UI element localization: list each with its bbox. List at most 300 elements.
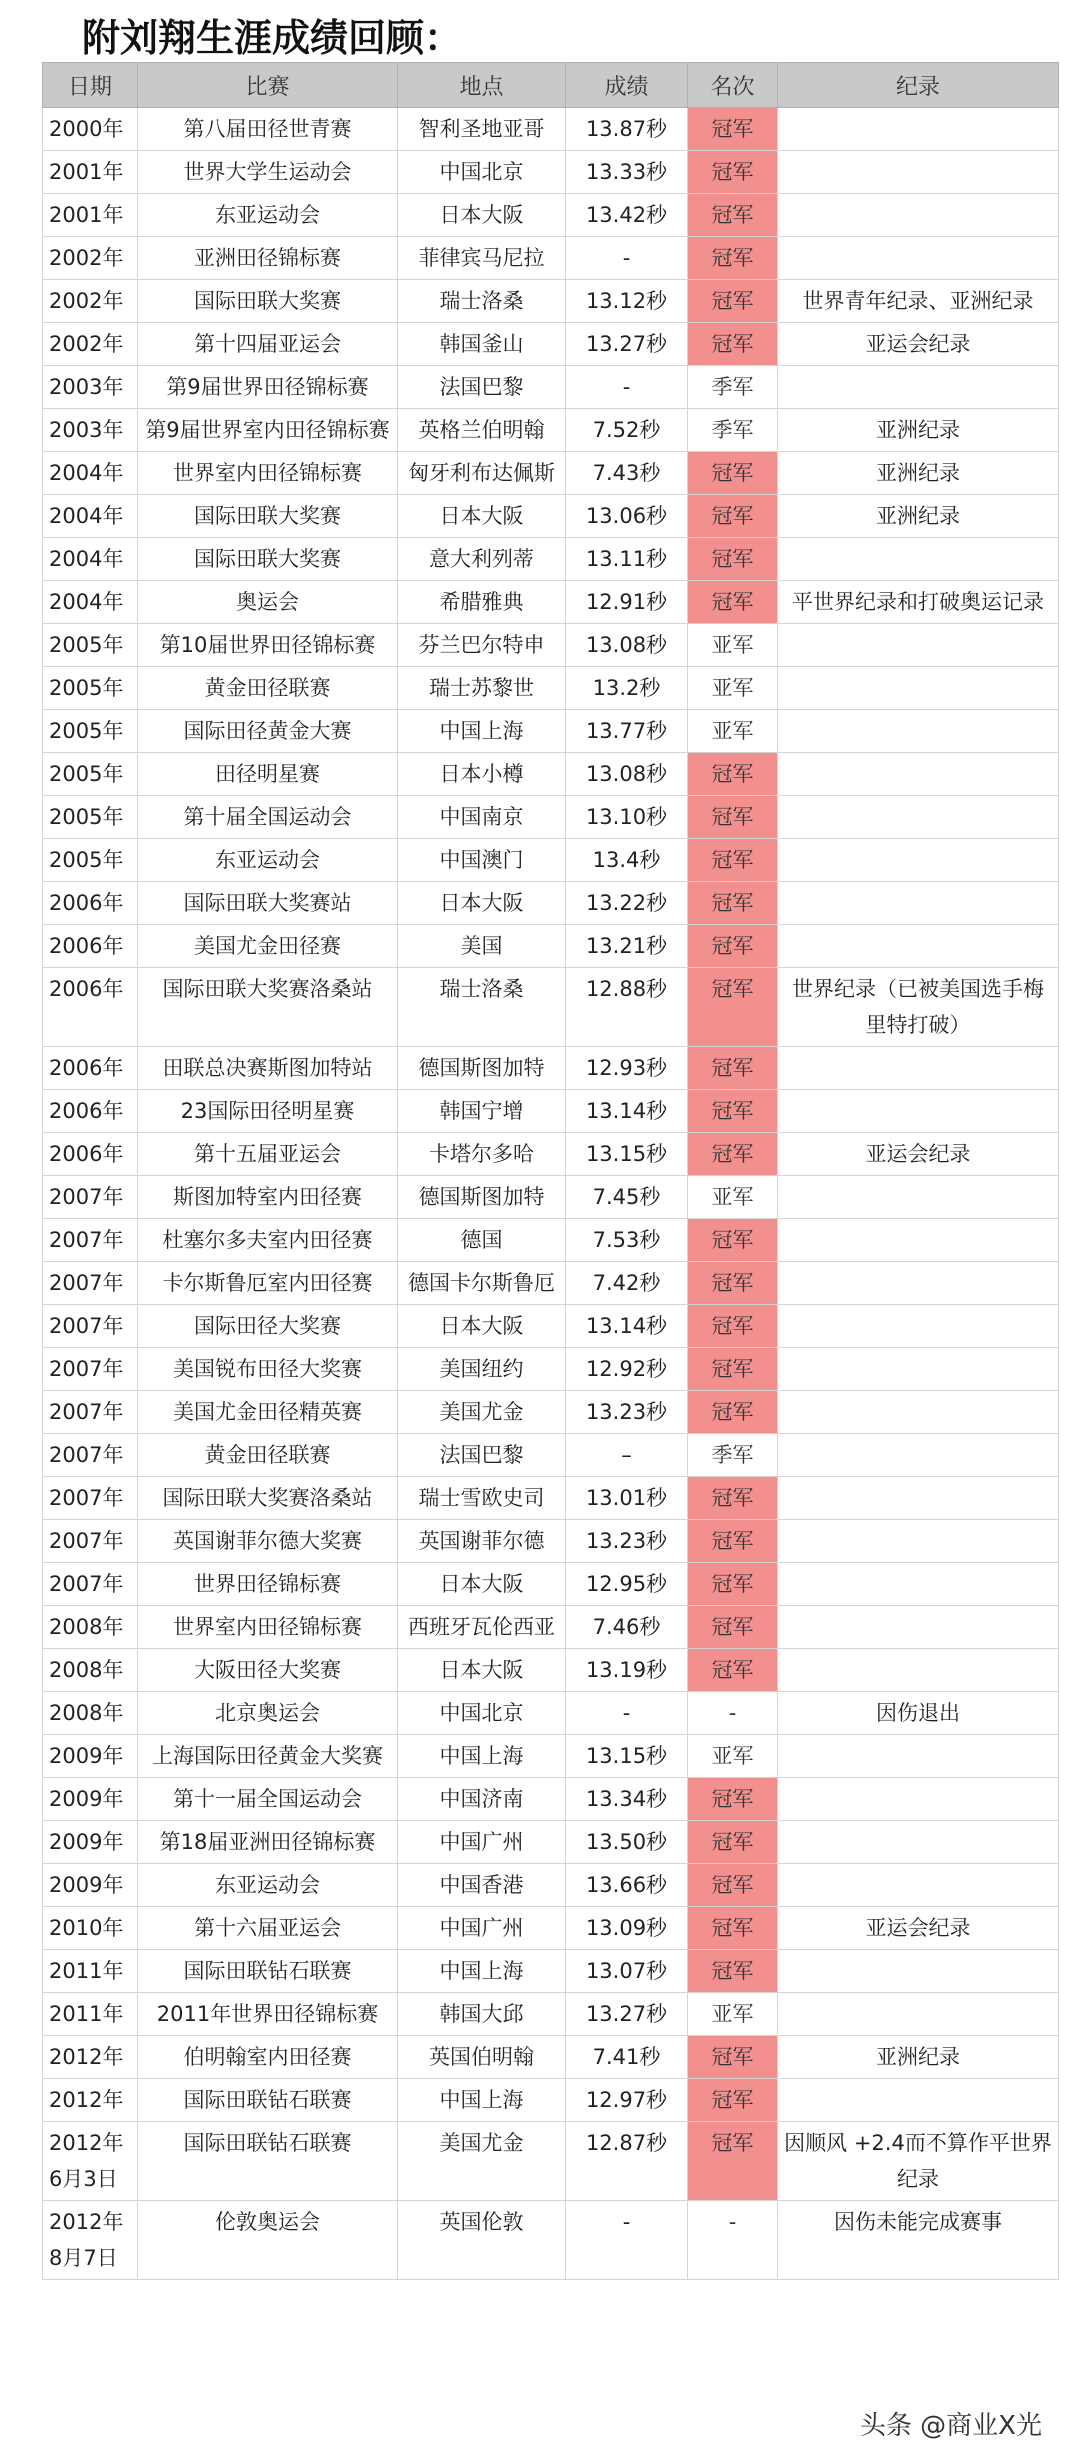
cell-location: 日本大阪 <box>398 1305 566 1348</box>
cell-date: 2006年 <box>43 925 138 968</box>
cell-record <box>778 710 1059 753</box>
cell-date: 2006年 <box>43 1047 138 1090</box>
cell-event: 美国尤金田径赛 <box>138 925 398 968</box>
cell-result: 7.41秒 <box>566 2036 688 2079</box>
table-row <box>43 495 1059 538</box>
cell-record: 亚洲纪录 <box>778 409 1059 452</box>
cell-location: 日本大阪 <box>398 194 566 237</box>
cell-rank: 亚军 <box>688 1735 778 1778</box>
cell-rank: 冠军 <box>688 194 778 237</box>
cell-event: 国际田联大奖赛 <box>138 495 398 538</box>
cell-rank: - <box>688 2201 778 2280</box>
table-row <box>43 409 1059 452</box>
cell-record <box>778 151 1059 194</box>
cell-location: 智利圣地亚哥 <box>398 108 566 151</box>
cell-rank: 冠军 <box>688 925 778 968</box>
cell-record <box>778 1606 1059 1649</box>
cell-event: 国际田联钻石联赛 <box>138 1950 398 1993</box>
cell-date: 2010年 <box>43 1907 138 1950</box>
cell-result: - <box>566 1692 688 1735</box>
cell-location: 中国上海 <box>398 1950 566 1993</box>
cell-location: 法国巴黎 <box>398 1434 566 1477</box>
cell-result: 7.46秒 <box>566 1606 688 1649</box>
table-row <box>43 2122 1059 2201</box>
cell-rank: 冠军 <box>688 1133 778 1176</box>
cell-record: 因伤未能完成赛事 <box>778 2201 1059 2280</box>
cell-record <box>778 1950 1059 1993</box>
cell-event: 国际田联钻石联赛 <box>138 2122 398 2201</box>
cell-location: 韩国釜山 <box>398 323 566 366</box>
cell-date: 2009年 <box>43 1735 138 1778</box>
cell-record <box>778 1778 1059 1821</box>
cell-result: 13.42秒 <box>566 194 688 237</box>
cell-rank: 冠军 <box>688 1262 778 1305</box>
table-row <box>43 1133 1059 1176</box>
table-row <box>43 1606 1059 1649</box>
table-row <box>43 1864 1059 1907</box>
cell-rank: 季军 <box>688 366 778 409</box>
cell-location: 瑞士洛桑 <box>398 280 566 323</box>
cell-location: 中国广州 <box>398 1821 566 1864</box>
cell-date: 2012年 <box>43 2079 138 2122</box>
cell-event: 第9届世界田径锦标赛 <box>138 366 398 409</box>
table-row <box>43 753 1059 796</box>
table-row <box>43 194 1059 237</box>
cell-date: 2006年 <box>43 1090 138 1133</box>
cell-result: 7.43秒 <box>566 452 688 495</box>
cell-record <box>778 1864 1059 1907</box>
cell-rank: 冠军 <box>688 452 778 495</box>
cell-event: 国际田联大奖赛站 <box>138 882 398 925</box>
cell-date: 2007年 <box>43 1434 138 1477</box>
cell-date: 2003年 <box>43 366 138 409</box>
cell-record: 因顺风 +2.4而不算作平世界纪录 <box>778 2122 1059 2201</box>
cell-record <box>778 1821 1059 1864</box>
watermark: 头条 @商业X光 <box>852 2401 1050 2446</box>
cell-rank: 冠军 <box>688 237 778 280</box>
cell-event: 国际田联大奖赛洛桑站 <box>138 968 398 1047</box>
cell-result: 7.53秒 <box>566 1219 688 1262</box>
cell-record: 亚运会纪录 <box>778 1133 1059 1176</box>
cell-date: 2012年8月7日 <box>43 2201 138 2280</box>
cell-rank: 冠军 <box>688 753 778 796</box>
cell-record <box>778 538 1059 581</box>
cell-result: 13.27秒 <box>566 323 688 366</box>
cell-result: 12.93秒 <box>566 1047 688 1090</box>
cell-date: 2001年 <box>43 151 138 194</box>
cell-location: 中国济南 <box>398 1778 566 1821</box>
cell-event: 东亚运动会 <box>138 1864 398 1907</box>
cell-rank: 亚军 <box>688 624 778 667</box>
cell-event: 上海国际田径黄金大奖赛 <box>138 1735 398 1778</box>
cell-result: 12.91秒 <box>566 581 688 624</box>
cell-record: 平世界纪录和打破奥运记录 <box>778 581 1059 624</box>
cell-date: 2007年 <box>43 1477 138 1520</box>
cell-location: 中国上海 <box>398 710 566 753</box>
cell-record <box>778 366 1059 409</box>
cell-location: 中国上海 <box>398 1735 566 1778</box>
table-row <box>43 323 1059 366</box>
cell-date: 2002年 <box>43 280 138 323</box>
cell-date: 2007年 <box>43 1391 138 1434</box>
cell-rank: 冠军 <box>688 1219 778 1262</box>
cell-location: 英国伯明翰 <box>398 2036 566 2079</box>
cell-rank: 冠军 <box>688 151 778 194</box>
cell-result: 13.87秒 <box>566 108 688 151</box>
cell-location: 日本大阪 <box>398 1563 566 1606</box>
cell-event: 英国谢菲尔德大奖赛 <box>138 1520 398 1563</box>
cell-date: 2005年 <box>43 839 138 882</box>
cell-date: 2006年 <box>43 882 138 925</box>
cell-record <box>778 1563 1059 1606</box>
cell-event: 黄金田径联赛 <box>138 1434 398 1477</box>
cell-event: 美国尤金田径精英赛 <box>138 1391 398 1434</box>
cell-rank: 冠军 <box>688 1606 778 1649</box>
cell-record <box>778 1047 1059 1090</box>
cell-event: 第十届全国运动会 <box>138 796 398 839</box>
header-result: 成绩 <box>566 63 688 108</box>
cell-record <box>778 1219 1059 1262</box>
cell-date: 2011年 <box>43 1950 138 1993</box>
cell-event: 东亚运动会 <box>138 839 398 882</box>
cell-event: 第十一届全国运动会 <box>138 1778 398 1821</box>
cell-record <box>778 753 1059 796</box>
cell-location: 法国巴黎 <box>398 366 566 409</box>
cell-record: 世界青年纪录、亚洲纪录 <box>778 280 1059 323</box>
cell-event: 田联总决赛斯图加特站 <box>138 1047 398 1090</box>
cell-result: 13.14秒 <box>566 1305 688 1348</box>
table-row <box>43 280 1059 323</box>
cell-record <box>778 237 1059 280</box>
cell-record: 亚运会纪录 <box>778 323 1059 366</box>
cell-location: 瑞士洛桑 <box>398 968 566 1047</box>
cell-event: 国际田径黄金大赛 <box>138 710 398 753</box>
cell-record <box>778 1477 1059 1520</box>
cell-rank: 冠军 <box>688 538 778 581</box>
cell-result: 13.19秒 <box>566 1649 688 1692</box>
cell-event: 世界室内田径锦标赛 <box>138 1606 398 1649</box>
cell-rank: 冠军 <box>688 280 778 323</box>
cell-location: 日本小樽 <box>398 753 566 796</box>
cell-location: 英格兰伯明翰 <box>398 409 566 452</box>
cell-date: 2009年 <box>43 1821 138 1864</box>
table-row <box>43 237 1059 280</box>
cell-rank: 冠军 <box>688 108 778 151</box>
cell-event: 第十四届亚运会 <box>138 323 398 366</box>
cell-date: 2007年 <box>43 1520 138 1563</box>
header-location: 地点 <box>398 63 566 108</box>
cell-record <box>778 1735 1059 1778</box>
cell-event: 世界大学生运动会 <box>138 151 398 194</box>
cell-date: 2002年 <box>43 237 138 280</box>
cell-record <box>778 796 1059 839</box>
cell-result: 13.2秒 <box>566 667 688 710</box>
cell-result: 13.77秒 <box>566 710 688 753</box>
table-row <box>43 1692 1059 1735</box>
cell-location: 韩国大邱 <box>398 1993 566 2036</box>
cell-rank: 冠军 <box>688 495 778 538</box>
cell-event: 国际田联钻石联赛 <box>138 2079 398 2122</box>
cell-date: 2005年 <box>43 624 138 667</box>
cell-rank: 冠军 <box>688 1563 778 1606</box>
table-row <box>43 581 1059 624</box>
table-row <box>43 796 1059 839</box>
cell-rank: 冠军 <box>688 1520 778 1563</box>
table-row <box>43 2079 1059 2122</box>
cell-date: 2009年 <box>43 1864 138 1907</box>
cell-rank: 冠军 <box>688 1090 778 1133</box>
cell-result: 13.15秒 <box>566 1133 688 1176</box>
table-row <box>43 2036 1059 2079</box>
cell-event: 卡尔斯鲁厄室内田径赛 <box>138 1262 398 1305</box>
header-record: 纪录 <box>778 63 1059 108</box>
cell-rank: 冠军 <box>688 1477 778 1520</box>
cell-record: 亚洲纪录 <box>778 452 1059 495</box>
header-event: 比赛 <box>138 63 398 108</box>
table-row <box>43 925 1059 968</box>
cell-result: 13.11秒 <box>566 538 688 581</box>
cell-date: 2005年 <box>43 796 138 839</box>
cell-date: 2012年6月3日 <box>43 2122 138 2201</box>
cell-record <box>778 1434 1059 1477</box>
cell-event: 第八届田径世青赛 <box>138 108 398 151</box>
cell-location: 英国谢菲尔德 <box>398 1520 566 1563</box>
header-date: 日期 <box>43 63 138 108</box>
cell-location: 中国南京 <box>398 796 566 839</box>
cell-date: 2011年 <box>43 1993 138 2036</box>
cell-location: 美国尤金 <box>398 1391 566 1434</box>
cell-rank: 冠军 <box>688 882 778 925</box>
cell-location: 德国卡尔斯鲁厄 <box>398 1262 566 1305</box>
cell-event: 国际田联大奖赛 <box>138 538 398 581</box>
cell-location: 日本大阪 <box>398 882 566 925</box>
cell-date: 2004年 <box>43 495 138 538</box>
cell-result: 13.12秒 <box>566 280 688 323</box>
cell-rank: 冠军 <box>688 1305 778 1348</box>
table-row <box>43 2201 1059 2280</box>
cell-event: 世界田径锦标赛 <box>138 1563 398 1606</box>
cell-result: 7.52秒 <box>566 409 688 452</box>
cell-result: 7.42秒 <box>566 1262 688 1305</box>
cell-date: 2008年 <box>43 1692 138 1735</box>
cell-result: 13.07秒 <box>566 1950 688 1993</box>
cell-date: 2005年 <box>43 667 138 710</box>
cell-date: 2004年 <box>43 581 138 624</box>
cell-result: – <box>566 1434 688 1477</box>
cell-record: 亚运会纪录 <box>778 1907 1059 1950</box>
cell-event: 奥运会 <box>138 581 398 624</box>
cell-date: 2005年 <box>43 753 138 796</box>
cell-record <box>778 1090 1059 1133</box>
cell-result: 13.66秒 <box>566 1864 688 1907</box>
cell-result: 13.50秒 <box>566 1821 688 1864</box>
table-row <box>43 1950 1059 1993</box>
cell-result: 12.95秒 <box>566 1563 688 1606</box>
cell-record <box>778 1305 1059 1348</box>
table-row <box>43 1305 1059 1348</box>
cell-location: 日本大阪 <box>398 1649 566 1692</box>
cell-event: 2011年世界田径锦标赛 <box>138 1993 398 2036</box>
cell-result: 13.14秒 <box>566 1090 688 1133</box>
cell-location: 卡塔尔多哈 <box>398 1133 566 1176</box>
cell-location: 芬兰巴尔特申 <box>398 624 566 667</box>
cell-location: 中国澳门 <box>398 839 566 882</box>
cell-result: 12.97秒 <box>566 2079 688 2122</box>
cell-result: 12.88秒 <box>566 968 688 1047</box>
cell-result: 13.34秒 <box>566 1778 688 1821</box>
cell-event: 亚洲田径锦标赛 <box>138 237 398 280</box>
cell-rank: 亚军 <box>688 710 778 753</box>
header-rank: 名次 <box>688 63 778 108</box>
cell-record <box>778 667 1059 710</box>
cell-rank: - <box>688 1692 778 1735</box>
cell-record <box>778 108 1059 151</box>
table-row <box>43 1176 1059 1219</box>
table-row <box>43 710 1059 753</box>
cell-result: - <box>566 2201 688 2280</box>
cell-rank: 冠军 <box>688 2036 778 2079</box>
cell-date: 2001年 <box>43 194 138 237</box>
cell-location: 德国斯图加特 <box>398 1047 566 1090</box>
cell-location: 中国北京 <box>398 1692 566 1735</box>
table-row <box>43 1778 1059 1821</box>
cell-location: 美国纽约 <box>398 1348 566 1391</box>
cell-result: 7.45秒 <box>566 1176 688 1219</box>
table-row <box>43 1348 1059 1391</box>
cell-date: 2006年 <box>43 1133 138 1176</box>
cell-record <box>778 1649 1059 1692</box>
cell-date: 2007年 <box>43 1176 138 1219</box>
cell-event: 伦敦奥运会 <box>138 2201 398 2280</box>
cell-rank: 冠军 <box>688 323 778 366</box>
cell-event: 东亚运动会 <box>138 194 398 237</box>
cell-rank: 冠军 <box>688 1821 778 1864</box>
cell-record <box>778 1391 1059 1434</box>
page-title: 附刘翔生涯成绩回顾： <box>82 16 463 60</box>
cell-record <box>778 194 1059 237</box>
cell-rank: 亚军 <box>688 1993 778 2036</box>
cell-location: 瑞士雪欧史司 <box>398 1477 566 1520</box>
cell-location: 菲律宾马尼拉 <box>398 237 566 280</box>
cell-date: 2007年 <box>43 1305 138 1348</box>
cell-record: 亚洲纪录 <box>778 495 1059 538</box>
table-row <box>43 1520 1059 1563</box>
cell-location: 匈牙利布达佩斯 <box>398 452 566 495</box>
cell-event: 第9届世界室内田径锦标赛 <box>138 409 398 452</box>
cell-result: 13.22秒 <box>566 882 688 925</box>
cell-event: 国际田联大奖赛 <box>138 280 398 323</box>
cell-date: 2002年 <box>43 323 138 366</box>
cell-rank: 冠军 <box>688 2122 778 2201</box>
cell-result: 13.33秒 <box>566 151 688 194</box>
cell-location: 中国上海 <box>398 2079 566 2122</box>
table-row <box>43 968 1059 1047</box>
cell-location: 德国 <box>398 1219 566 1262</box>
cell-rank: 冠军 <box>688 1047 778 1090</box>
cell-event: 田径明星赛 <box>138 753 398 796</box>
cell-rank: 亚军 <box>688 1176 778 1219</box>
cell-record <box>778 925 1059 968</box>
table-row <box>43 1907 1059 1950</box>
cell-event: 世界室内田径锦标赛 <box>138 452 398 495</box>
cell-result: - <box>566 366 688 409</box>
cell-location: 英国伦敦 <box>398 2201 566 2280</box>
cell-location: 中国北京 <box>398 151 566 194</box>
table-row <box>43 1821 1059 1864</box>
cell-location: 德国斯图加特 <box>398 1176 566 1219</box>
table-row <box>43 1391 1059 1434</box>
table-row <box>43 1047 1059 1090</box>
cell-result: 13.08秒 <box>566 624 688 667</box>
cell-date: 2009年 <box>43 1778 138 1821</box>
cell-date: 2007年 <box>43 1262 138 1305</box>
cell-record <box>778 1262 1059 1305</box>
cell-record <box>778 1993 1059 2036</box>
cell-location: 韩国宁增 <box>398 1090 566 1133</box>
cell-location: 瑞士苏黎世 <box>398 667 566 710</box>
cell-rank: 冠军 <box>688 796 778 839</box>
cell-result: 13.23秒 <box>566 1391 688 1434</box>
cell-event: 斯图加特室内田径赛 <box>138 1176 398 1219</box>
cell-rank: 冠军 <box>688 968 778 1047</box>
cell-record: 世界纪录（已被美国选手梅里特打破） <box>778 968 1059 1047</box>
cell-record <box>778 624 1059 667</box>
cell-rank: 亚军 <box>688 667 778 710</box>
cell-event: 第10届世界田径锦标赛 <box>138 624 398 667</box>
cell-date: 2004年 <box>43 538 138 581</box>
cell-location: 希腊雅典 <box>398 581 566 624</box>
cell-record: 因伤退出 <box>778 1692 1059 1735</box>
cell-location: 美国 <box>398 925 566 968</box>
cell-event: 第十五届亚运会 <box>138 1133 398 1176</box>
cell-rank: 冠军 <box>688 2079 778 2122</box>
cell-result: 13.06秒 <box>566 495 688 538</box>
cell-event: 国际田联大奖赛洛桑站 <box>138 1477 398 1520</box>
cell-result: 13.09秒 <box>566 1907 688 1950</box>
cell-record <box>778 882 1059 925</box>
cell-result: - <box>566 237 688 280</box>
table-row <box>43 452 1059 495</box>
table-row <box>43 667 1059 710</box>
cell-event: 23国际田径明星赛 <box>138 1090 398 1133</box>
cell-rank: 冠军 <box>688 1348 778 1391</box>
table-row <box>43 839 1059 882</box>
cell-rank: 季军 <box>688 409 778 452</box>
table-row <box>43 1735 1059 1778</box>
table-row <box>43 1477 1059 1520</box>
table-row <box>43 1262 1059 1305</box>
table-row <box>43 1649 1059 1692</box>
cell-record <box>778 839 1059 882</box>
cell-record <box>778 1520 1059 1563</box>
cell-location: 中国广州 <box>398 1907 566 1950</box>
table-row <box>43 1993 1059 2036</box>
cell-date: 2008年 <box>43 1649 138 1692</box>
cell-rank: 冠军 <box>688 1391 778 1434</box>
cell-date: 2007年 <box>43 1348 138 1391</box>
cell-date: 2004年 <box>43 452 138 495</box>
cell-location: 中国香港 <box>398 1864 566 1907</box>
cell-date: 2003年 <box>43 409 138 452</box>
table-row <box>43 1090 1059 1133</box>
table-row <box>43 624 1059 667</box>
cell-event: 北京奥运会 <box>138 1692 398 1735</box>
cell-date: 2007年 <box>43 1563 138 1606</box>
cell-event: 第十六届亚运会 <box>138 1907 398 1950</box>
career-results-table <box>42 62 1059 2280</box>
cell-rank: 冠军 <box>688 839 778 882</box>
cell-date: 2008年 <box>43 1606 138 1649</box>
